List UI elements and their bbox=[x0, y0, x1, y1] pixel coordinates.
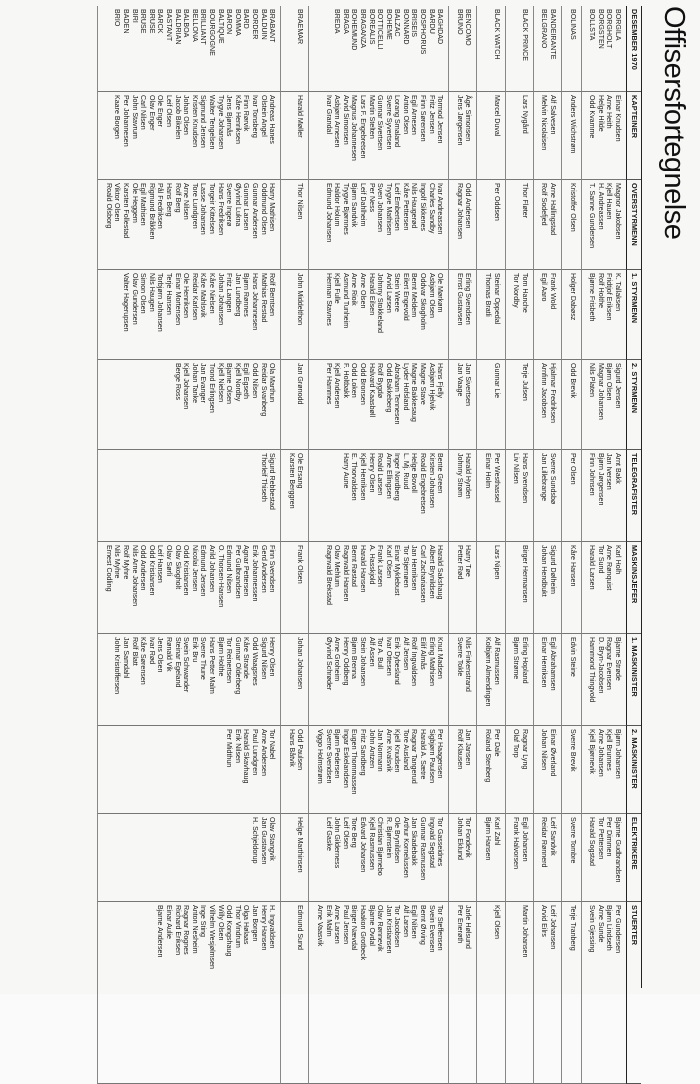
officer-names: Sverre Brevik bbox=[561, 726, 581, 814]
officer-names: Kristoffer Olsen bbox=[561, 180, 581, 270]
officer-names: Harry Tøe Petter Rød bbox=[448, 542, 476, 634]
column-header: DESEMBER 1970 bbox=[626, 6, 641, 92]
officer-names: Helge Marthinsen bbox=[280, 814, 308, 902]
officer-names: Hans Fjelly Asbjørn Hjelvik Magne Stave Magne Bakkesaug Lyder Hofsland Abraham Tennesen Odd Bakkeberg Rolf Bygdø Halvard Kaasbøll Odd Bronsen Odd Loken F. Holtbakk Kjell Andersen Per Hammes bbox=[308, 360, 448, 450]
officer-names: Arne Hallingstad Rolf Sodefjed bbox=[533, 180, 561, 270]
officer-names: Thor Fløter bbox=[505, 180, 533, 270]
officer-names: Harry Mathisen Oddmund Olsen Gunnar Andersen Gunnar Larsen Øyvind Lukna Sverre Ingerø Hans Fredriksen Torgeir Kittelsen Lasse Johansen Tore Lundgren Arne Nilsen Rolf Berg Hans Berg Pål Fredriksen Rigmund Bråkken Egil Mathisen Ole Heggem Karsten Follestad Viktor Olsen Roald Olsborg bbox=[97, 180, 280, 270]
officer-names: Einar Øverland Johan Nilsen bbox=[533, 726, 561, 814]
officer-names: Frank Olsen bbox=[280, 542, 308, 634]
officer-names: Tor Fondevik Johan Eklund bbox=[448, 814, 476, 902]
officer-names: Jarle Hølsund Per Enerøth bbox=[448, 902, 476, 1084]
column-header: ELEKTRIKERE bbox=[626, 814, 641, 902]
officer-names: Edmund Sund bbox=[280, 902, 308, 1084]
ship-names: BANDEIRANTE BELGRANO bbox=[533, 6, 561, 92]
column-header: 2. MASKINISTER bbox=[626, 726, 641, 814]
officer-names: Jan Grønodd bbox=[280, 360, 308, 450]
officer-names: Birger Hermansen bbox=[505, 542, 533, 634]
officer-names: Nils Finkenstrand Sverre Tokle bbox=[448, 634, 476, 726]
column-header: 1. STYRMENN bbox=[626, 270, 641, 360]
officer-names: Edvin Steine bbox=[561, 634, 581, 726]
officer-names: Einar Knudsen Arne Heith Helge Hilde Odd Kvamme bbox=[581, 92, 626, 180]
officer-names: John Middelthon bbox=[280, 270, 308, 360]
officer-names: Bjarne Strøde Ragnar Evensen D. Bryn-Jacobsen Hammond Thingvold bbox=[581, 634, 626, 726]
officer-names: Odd Andersen Ragnar Johansen bbox=[448, 180, 476, 270]
officer-names: Sverre Tombre bbox=[561, 814, 581, 902]
officer-names: Holger Dabøsz bbox=[561, 270, 581, 360]
officer-names: Bjarne Gudbrandsen Per Dimmen Tor Pettersen Harald Sogstad bbox=[581, 814, 626, 902]
officer-names: Egil Abrahamsen Einar Henriksen bbox=[533, 634, 561, 726]
officer-names: Terje Julsen bbox=[505, 360, 533, 450]
officer-names: Lars Nygård bbox=[505, 92, 533, 180]
officer-names: Ivar Andreassen Charles Sandby Ingolf Sikkenes Nils Haugerød Kåre Pettersen Leif Embertsen Trygve Mathisen Sven Johansen Per Ness Leif Dahlheim Bjørn Sandvik Trygve Bjørnnes Haldor Holum Edmund Johansen bbox=[308, 180, 448, 270]
officer-names: Per Haagensen Sigbjørn Paulsen Harald A. Sætre Ragnar Tangerud Tore Ausland Kjell Knudsen Arne Kvalsvik Jan Normann John Antzen Fritz Sandberg Eugen Thommassen Ingar Eskelandsen Bjørn Pedersen Sverre Svendsen Viggo Holmstrøm bbox=[308, 726, 448, 814]
officer-names: Marcel Duval bbox=[476, 92, 504, 180]
ship-names: BAGHDAD BARDU BOSPHORUS BRISEIS BONNARD BALZAC BOHEME BOTTICELLI BOREALIS BRAGANZA BOHEMUND BRAGA BREDA bbox=[308, 6, 448, 92]
officer-names: Kjell Olsen bbox=[476, 902, 504, 1084]
officer-names: Henry Olsen Sigurd Nilsen Odd Waagsnes Kåre Strande Gunnar Olderberg Tor Reinertsen Bjørn Holthe Hans Petter Malm Sverre Thune Erik Bru Svein Schwander Steinar Egeland Rønald Vik Jens Olsen Ivar Rød Kåre Sørensen Rolf Blatt Jan Samdahl John Kristoffersen bbox=[97, 634, 280, 726]
column-header: KAPTEINER bbox=[626, 92, 641, 180]
officer-names: Sigurd Rebbestad Thorleif Thiseth bbox=[97, 450, 280, 542]
officer-names: Bjørn Johansen Kjell Brunnes Arne Johansen Kjell Bjørnevik bbox=[581, 726, 626, 814]
officer-names: Thor Nilsen bbox=[280, 180, 308, 270]
officer-names: Hjalmar Fredriksen Arnfinn Jacobsen bbox=[533, 360, 561, 450]
page-title: Offisersfortegnelse bbox=[658, 6, 690, 240]
column-header: STUERTER bbox=[626, 902, 641, 1084]
officer-names: Tom Hanche Tor Nordby bbox=[505, 270, 533, 360]
officer-names: Gunnar Lie bbox=[476, 360, 504, 450]
officer-names: Alf Salvesen Melvin Nicolaisen bbox=[533, 92, 561, 180]
officer-names: Anders Wichstrøm bbox=[561, 92, 581, 180]
ship-names: BENCOMO BRUNO bbox=[448, 6, 476, 92]
officer-table bbox=[97, 6, 642, 988]
officer-names: Egil Johansen Frank Halvorsen bbox=[505, 814, 533, 902]
officer-names: Jan Sivertsen Jan Vaage bbox=[448, 360, 476, 450]
ship-names: BRAEMAR bbox=[280, 6, 308, 92]
officer-names: Odd Brevik bbox=[561, 360, 581, 450]
officer-names: Tor Nabel Arne Andersen Paul Lundgren Harald Skavhaug Erik Nilsen Per Midthun bbox=[97, 726, 280, 814]
officer-names: Magnor Jakobsen Kjell Hauen H. Andreassen T. Sanne Gundersen bbox=[581, 180, 626, 270]
officer-names: Ola Marthun Reidar Svanberg Odd Nilsen Egil Egseth Kjell Nordby Bjarne Olsen Kjell Nielsen Trond Erlingsen Jan Evanger Johan Tanke Kjell Johansen Berge Ross bbox=[97, 360, 280, 450]
officer-names: Johan Johansen bbox=[280, 634, 308, 726]
officer-names: Finn Svendsen Gerd Andersen Erik Johannessen Agnar Pettersen Per Gulbrandsen Edmund Nilsen O. Thorsen-Hansen Arild Johansen Edmund Jensen Nicolai Jensen Odd Kristiansen Olav Skogholt Olav Sørli Leif Hansen Odd Kristiansen Odd Andersen Nils Arne Johansen Rolf Myhre Nils Myhre Ernest Codling bbox=[97, 542, 280, 634]
officer-names: Erling Hopland Bjørn Strøme bbox=[505, 634, 533, 726]
officer-names: Tormod Jensen Fritz Jensen Finn Sørensen Egil Arnesen Anton Olsen Lorang Smaland Sverre Syvertsen Gunnar Sivertsen Martin Stelten Lars F. Engebretsen Magnus Johannesen Arvid Simonsen Asbjørn Arnesen Ivar Grandal bbox=[308, 92, 448, 180]
officer-names: Karl Holh Arne Rønquist Tor Sund Harald Larsen bbox=[581, 542, 626, 634]
column-header: TELEGRAFISTER bbox=[626, 450, 641, 542]
officer-names: Jan Jansen Rolf Klausen bbox=[448, 726, 476, 814]
officer-names: K. Tallaksen Fridtjof Eriksen Rolf Holthe Bjørne Frisbeth bbox=[581, 270, 626, 360]
officer-names: Per Westhassel Einar Holm bbox=[476, 450, 504, 542]
ship-names: BLACK PRINCE bbox=[505, 6, 533, 92]
officer-names: Bente Green Kirsten Johansen Roald Engebretsen Helge Bovoll L. Mj. Ruud Inger Nordberg Arne Ellingsen Roald Larsen Henry Olsen Kjell Henriksen E. Thorvaldsen Harry Aune bbox=[308, 450, 448, 542]
column-header: 1. MASKINISTER bbox=[626, 634, 641, 726]
officer-names: Karl Zahl Bjørn Hansen bbox=[476, 814, 504, 902]
officer-names: Alf Rasmussen Kolbjørn Almendingen bbox=[476, 634, 504, 726]
officer-names: Åge Simonsen Jens Jørgensen bbox=[448, 92, 476, 180]
officer-names: Ragnar Lyng Olaf Torp bbox=[505, 726, 533, 814]
officer-names: Arnt Bakk Jan Iversen Bjørn Jørgensen Finn Johnsen bbox=[581, 450, 626, 542]
officer-names: Sigurd Jensen Bjørn Olsen Magnar Johansen Nils Platen bbox=[581, 360, 626, 450]
officer-names: Leif Sandvik Reidar Rønnerd bbox=[533, 814, 561, 902]
column-header: 2. STYRMENN bbox=[626, 360, 641, 450]
officer-names: Steinar Oppedal Thomas Bratli bbox=[476, 270, 504, 360]
officer-names: Martin Johansen bbox=[505, 902, 533, 1084]
officer-names: Ole Ersang Karsten Berggren bbox=[280, 450, 308, 542]
ship-names: BLACK WATCH bbox=[476, 6, 504, 92]
column-header: OVERSTYRMENN bbox=[626, 180, 641, 270]
officer-names: Ole Mørkøm Asbjørn Olsen Oddvar Skogholm Bernt Meldem Eilert Engevold Stein Weere Arvid Larsen Johnny Stokkeland Harald Eilsen Arne Olsen Arne Rioik Asmund Tunheim Kjell Fulle Herman Stavnes bbox=[308, 270, 448, 360]
officer-names: Leif Johansen Arvid Eilrs bbox=[533, 902, 561, 1084]
ship-names: BORGILA BORGHOLT BORGSTEN BOLLSTA bbox=[581, 6, 626, 92]
officer-names: Kåre Hansen bbox=[561, 542, 581, 634]
ship-names: BRABANT BALDUIN BORDER BARD BOMMA BARON BALTIQUE BOURGOGNE BRILLIANT BELLONA BALBOA BALDRIAN BASTANT BARCK BRUSE BRUSE BIRI BADEN BRIO bbox=[97, 6, 280, 92]
officer-names: H. Ingvaldsen Henry Hansen Jan Borgen Olga Hølaas Thor Vindrum Odd Kongshaug Willy Olsen Vilhelm Wesjølmsen Inge Sting Anton Nesheim Ragnar Rognes Richard Eriksen Einar Aulie Bjarne Andersen bbox=[97, 902, 280, 1084]
officer-names: Erling Svendsen Ernst Gustavsen bbox=[448, 270, 476, 360]
officer-names: Knut Madsen Erling Mathisen Eilif Almås Rolf Ingvaldsen Alf Jensen Erik Dybesland Ivar Ottesen Tor A. Bull Alf Assen Stein Johansen Bjørn Brenna Henry Oddberg Arne Groheim Øyvind Schrøder bbox=[308, 634, 448, 726]
officer-names: Odd Paulsen Hans Båtvik bbox=[280, 726, 308, 814]
ship-names: BOLINAS bbox=[561, 6, 581, 92]
officer-names: Per Dale Roland Stenberg bbox=[476, 726, 504, 814]
column-header: MASKINSJEFER bbox=[626, 542, 641, 634]
officer-names: Sverre Sundsbø Jan Lillebrange bbox=[533, 450, 561, 542]
officer-names: Andreas Hanes Olstein Angel Ivar Tonsberg Finn Rørvik Kåre Henriksen Jens Bjørnås Trygve Johansen Walter Tengelsen Sigmund Jensen Kristen Knudsen Johan Olsen Jacob Bikelen Leif Olsen Ole Enger Olav Enger Carl Nilsen John Stavrum Per Johannesen Kaare Borgen bbox=[97, 92, 280, 180]
officer-names: Lars Nipen bbox=[476, 542, 504, 634]
officer-names: Per Olsen bbox=[561, 450, 581, 542]
officer-names: Sigurd Dølheim Johan Hendbukt bbox=[533, 542, 561, 634]
officer-names: Per Gundersen Bjørn Lindseth Arne Sunde Svein Gjessing bbox=[581, 902, 626, 1084]
officer-names: Per Oddsen bbox=[476, 180, 504, 270]
officer-names: Hans Svendsen Liv Nilsen bbox=[505, 450, 533, 542]
officer-names: Tor Steffensen Svein Evensen Bernt Ørving Egil Nilsen Alf Larsen Tor Jacobsen Jan Kristiansen Olav Rønnevik Bjarne Ovdal Haakon Grotbeck Birger Nævdal Paul Jensen Arne Larsen Erik Malm Arne Vaasvik bbox=[308, 902, 448, 1084]
officer-names: Tor Gasseidnes Ingvald Segstad Gunnar Rasmussen Jan Skadebakk Arthur Kornelussen Ole Brynildsen R. Bjørnstein Christian Bjørnebo Kjell Rasmussen Edvard Johansen Tore Berg Leif Olsen John Gilderness Leif Gaske bbox=[308, 814, 448, 902]
officer-names: Terje Tranberg bbox=[561, 902, 581, 1084]
officer-names: Harald Møller bbox=[280, 92, 308, 180]
officer-names: Olav Stangvik Jan Gustavsen H. Schjeldorup bbox=[97, 814, 280, 902]
officer-names: Harald Sakshaug Albert Brynildsen Carl Zachariassen Jan Henriksen Tor Stjernøen Einar Myklebust Karl Olsen Frank Larsen A. Hasskjold Harald Hansen Bernt Røstad Ragnvald Hansen Olav Mehlum Ragnvald Brekstad bbox=[308, 542, 448, 634]
officer-names: Rolf Berntsen Mathias Restad Hans Johannesen Bjørn Rønnes Jan Lundberg Fritz Langen Johan Johansen Kåre Nielsen Kåre Mahlsvik Reidar Karlsen Ole Henriksen Einar Mortensen Terje Hansen Torbjørn Johansen Nils Haugen Simon Olsen Olav Gundersen Valter Hagerupsen bbox=[97, 270, 280, 360]
officer-names: Harald Hyrden Johnny Strøm bbox=[448, 450, 476, 542]
officer-names: Frank Wold Egil Aaro bbox=[533, 270, 561, 360]
